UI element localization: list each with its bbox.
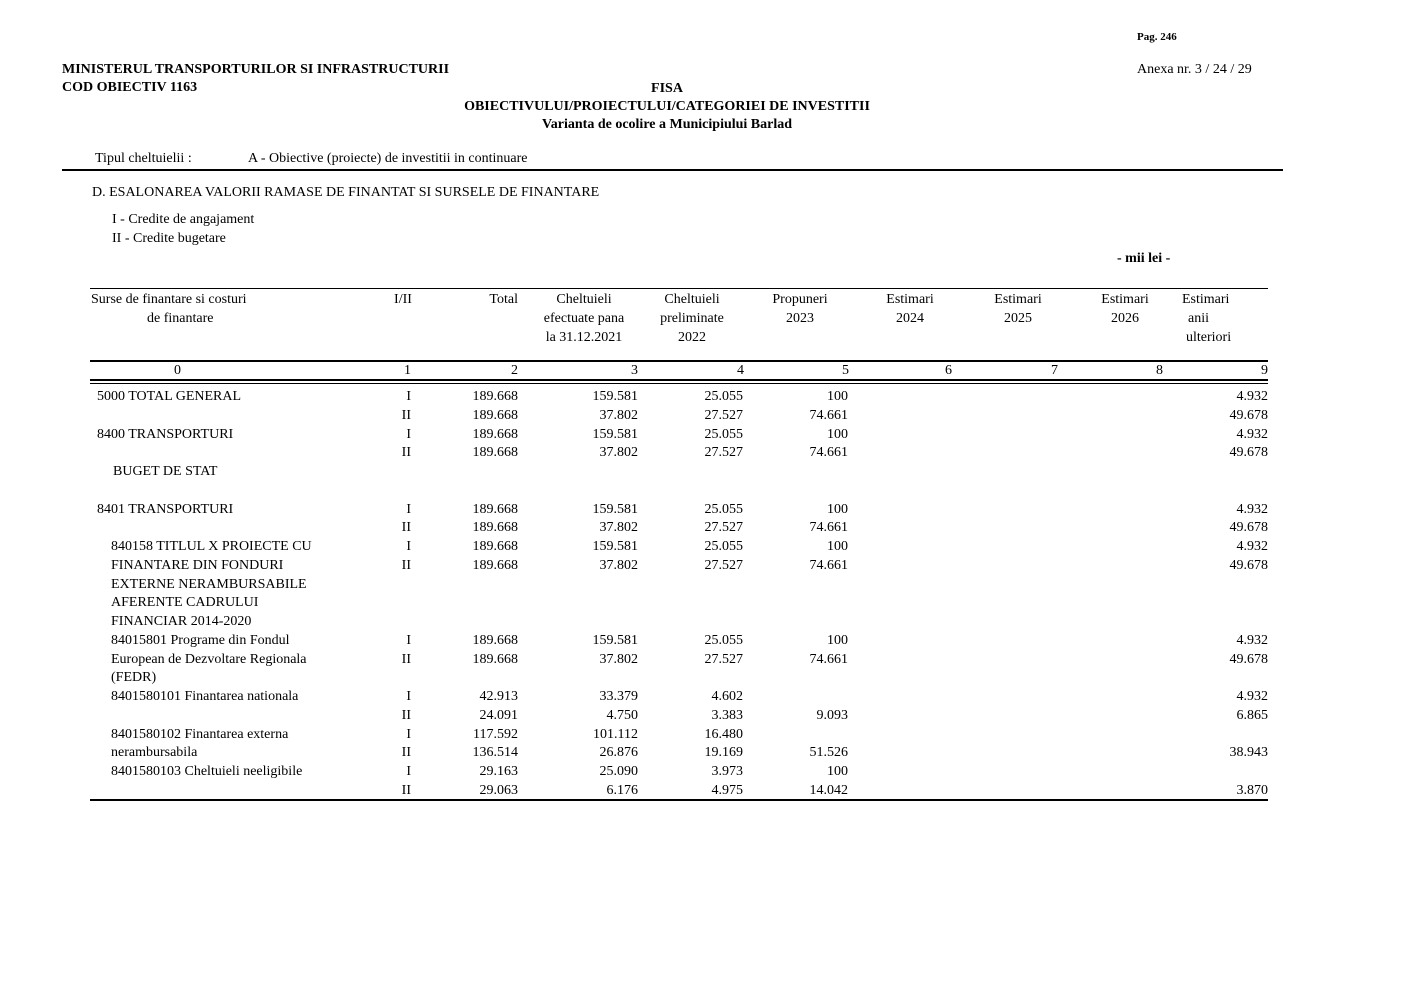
row-value-c3: 37.802 [599,520,638,536]
row-value-total: 189.668 [472,445,518,461]
row-value-c9: 4.932 [1236,501,1268,517]
row-value-type: II [401,520,411,536]
row-value-c5: 100 [827,764,848,779]
column-number-1: 1 [404,363,411,378]
row-value-c4: 4.975 [711,782,743,798]
row-value-c4: 25.055 [704,426,743,442]
table-top-rule [90,288,1268,289]
row-value-c3: 159.581 [592,501,638,517]
row-value-c5: 74.661 [809,557,848,573]
row-value-total: 29.063 [479,782,518,798]
expense-type-label: Tipul cheltuielii : [95,151,192,166]
column-header-0 [91,290,321,328]
row-value-c3: 33.379 [599,689,638,704]
column-header-line: Estimari [886,292,934,307]
row-value-c9: 4.932 [1236,389,1268,404]
column-header-line: preliminate [660,311,724,326]
row-label: FINANTARE DIN FONDURI [111,557,284,573]
row-value-c5: 74.661 [809,445,848,461]
row-value-total: 189.668 [472,651,518,667]
row-value-total: 117.592 [473,726,518,742]
column-number-4: 4 [737,363,744,378]
row-value-c3: 37.802 [599,445,638,461]
row-value-c4: 25.055 [704,501,743,517]
row-value-c4: 27.527 [704,651,743,667]
row-value-c4: 16.480 [704,726,743,742]
row-value-c4: 25.055 [704,389,743,404]
column-header-line: Cheltuieli [664,292,720,307]
row-value-type: II [401,651,411,667]
row-value-c5: 51.526 [809,745,848,761]
column-header-6 [870,290,950,328]
row-value-c9: 4.932 [1236,539,1268,554]
row-value-total: 24.091 [479,707,518,723]
row-value-c5: 74.661 [809,520,848,536]
page-number: Pag. 246 [1137,31,1177,43]
row-value-c9: 38.943 [1229,745,1268,761]
row-label: (FEDR) [111,670,157,686]
row-label: 840158 TITLUL X PROIECTE CU [111,539,312,554]
row-value-total: 189.668 [472,426,518,442]
row-label: European de Dezvoltare Regionala [111,651,307,667]
title-project-name: Varianta de ocolire a Municipiului Barlad [541,117,793,132]
row-value-c9: 4.932 [1236,689,1268,704]
row-label: 8401580102 Finantarea externa [111,726,289,742]
row-value-type: I [406,389,411,404]
column-header-7 [978,290,1058,328]
row-label: 84015801 Programe din Fondul [111,632,290,648]
column-number-7: 7 [1051,363,1058,378]
row-value-c3: 159.581 [592,539,638,554]
column-header-line: de finantare [147,311,214,326]
row-value-type: I [406,726,411,742]
row-value-type: II [401,782,411,798]
column-number-6: 6 [945,363,952,378]
row-value-type: II [401,557,411,573]
row-value-c9: 4.932 [1236,426,1268,442]
column-header-2 [460,290,518,309]
row-value-c3: 159.581 [592,426,638,442]
row-label: 8401580101 Finantarea nationala [111,689,299,704]
column-header-line: Estimari [994,292,1042,307]
column-header-line: 2026 [1111,311,1139,326]
row-value-c3: 37.802 [599,651,638,667]
column-header-line: Total [489,292,518,307]
row-value-c3: 4.750 [606,707,638,723]
row-value-c3: 6.176 [606,782,638,798]
row-value-total: 189.668 [472,389,518,404]
row-value-type: II [401,707,411,723]
row-label: BUGET DE STAT [113,464,218,479]
unit-label: - mii lei - [1117,251,1171,266]
title-objective: OBIECTIVULUI/PROIECTULUI/CATEGORIEI DE INVESTITII [464,99,870,114]
column-header-line: Propuneri [772,292,828,307]
column-header-line: 2022 [678,330,706,345]
row-value-total: 189.668 [472,520,518,536]
row-value-c4: 3.383 [711,707,743,723]
row-value-c3: 26.876 [599,745,638,761]
column-header-line: 2025 [1004,311,1032,326]
row-value-c3: 159.581 [592,632,638,648]
column-number-5: 5 [842,363,849,378]
row-value-c5: 100 [827,539,848,554]
row-value-type: I [406,764,411,779]
row-value-c3: 37.802 [599,407,638,423]
title-fisa: FISA [651,81,683,96]
row-value-c5: 100 [827,389,848,404]
row-value-c9: 4.932 [1236,632,1268,648]
row-value-c4: 27.527 [704,407,743,423]
row-value-c4: 19.169 [704,745,743,761]
row-value-total: 189.668 [472,501,518,517]
row-value-c4: 3.973 [711,764,743,779]
row-value-c9: 49.678 [1229,520,1268,536]
row-value-type: I [406,539,411,554]
row-value-c4: 25.055 [704,539,743,554]
row-value-type: I [406,426,411,442]
objective-code: COD OBIECTIV 1163 [62,80,198,95]
row-value-c9: 49.678 [1229,557,1268,573]
row-value-type: II [401,445,411,461]
row-value-c3: 101.112 [593,726,638,742]
column-header-line: anii [1188,311,1209,326]
legend-budget-credits: II - Credite bugetare [112,231,226,246]
column-header-3 [520,290,648,347]
row-value-c5: 74.661 [809,651,848,667]
column-number-0: 0 [174,363,181,378]
row-value-type: I [406,632,411,648]
column-header-line: 2024 [896,311,924,326]
row-label: EXTERNE NERAMBURSABILE [111,576,307,592]
row-value-type: II [401,745,411,761]
column-header-line: Estimari [1182,292,1230,307]
column-number-2: 2 [511,363,518,378]
row-label: AFERENTE CADRULUI [111,595,259,611]
column-header-8 [1085,290,1165,328]
row-value-c4: 27.527 [704,520,743,536]
row-value-total: 189.668 [472,632,518,648]
row-label: 8400 TRANSPORTURI [97,426,234,442]
column-header-line: ulteriori [1186,330,1232,345]
row-value-c9: 49.678 [1229,445,1268,461]
row-value-c4: 27.527 [704,557,743,573]
header-divider [62,169,1283,171]
row-value-c4: 4.602 [711,689,743,704]
row-value-c4: 25.055 [704,632,743,648]
table-header-rule [90,360,1268,362]
row-value-total: 136.514 [472,745,518,761]
row-value-total: 189.668 [472,557,518,573]
row-value-c5: 100 [827,632,848,648]
column-header-line: Estimari [1101,292,1149,307]
column-header-4 [640,290,744,347]
column-header-9 [1182,290,1262,347]
row-value-type: II [401,407,411,423]
column-header-line: la 31.12.2021 [545,330,623,345]
column-header-line: Cheltuieli [556,292,612,307]
row-label: 8401580103 Cheltuieli neeligibile [111,764,303,779]
column-header-5 [755,290,845,328]
column-header-1 [385,290,421,309]
row-label: 8401 TRANSPORTURI [97,501,234,517]
row-value-c3: 159.581 [592,389,638,404]
column-number-9: 9 [1261,363,1268,378]
row-value-c5: 100 [827,501,848,517]
row-value-type: I [406,501,411,517]
row-label: nerambursabila [111,745,198,761]
row-value-c9: 6.865 [1236,707,1268,723]
row-value-total: 29.163 [479,764,518,779]
legend-commitment-credits: I - Credite de angajament [112,212,255,227]
column-header-line: 2023 [786,311,814,326]
ministry-name: MINISTERUL TRANSPORTURILOR SI INFRASTRUCTURII [62,62,450,77]
row-value-c9: 49.678 [1229,651,1268,667]
annex-label: Anexa nr. 3 / 24 / 29 [1137,62,1252,77]
row-value-c5: 74.661 [809,407,848,423]
row-value-type: I [406,689,411,704]
expense-type-value: A - Obiective (proiecte) de investitii in continuare [248,151,528,166]
column-header-line: Surse de finantare si costuri [91,292,247,307]
row-value-c3: 25.090 [599,764,638,779]
row-value-total: 42.913 [479,689,518,704]
row-value-c9: 3.870 [1236,782,1268,798]
section-title: D. ESALONAREA VALORII RAMASE DE FINANTAT SI SURSELE DE FINANTARE [92,185,600,200]
row-value-c5: 14.042 [809,782,848,798]
table-colnum-rule-1 [90,379,1268,381]
column-number-8: 8 [1156,363,1163,378]
row-label: 5000 TOTAL GENERAL [97,389,242,404]
row-label: FINANCIAR 2014-2020 [111,614,252,629]
row-value-c5: 100 [827,426,848,442]
row-value-c3: 37.802 [599,557,638,573]
row-value-c9: 49.678 [1229,407,1268,423]
column-header-line: I/II [394,292,412,307]
row-value-total: 189.668 [472,407,518,423]
row-value-c4: 27.527 [704,445,743,461]
table-colnum-rule-2 [90,383,1268,384]
column-number-3: 3 [631,363,638,378]
column-header-line: efectuate pana [543,311,625,326]
row-value-c5: 9.093 [816,707,848,723]
row-value-total: 189.668 [472,539,518,554]
